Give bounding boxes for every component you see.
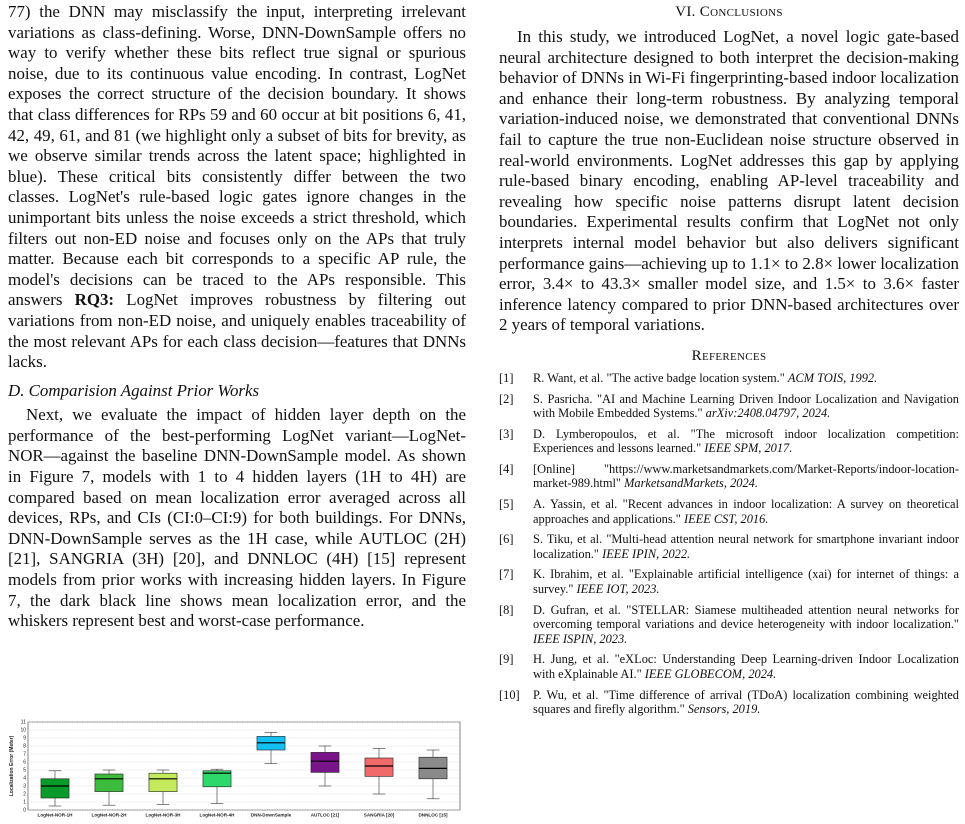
reference-list — [499, 371, 959, 717]
conclusion-paragraph: In this study, we introduced LogNet, a novel logic gate-based neural architecture designed to both interpret the decision-making behavior of DNNs in Wi-Fi fingerprinting-based indoor localization and enhance their long-term robustness. By analyzing temporal variation-induced noise, we demonstrated that conventional DNNs fail to capture the true non-Euclidean noise structure observed in real-world environments. LogNet addresses this gap by applying rule-based binary encoding, enabling AP-level traceability and revealing how specific noise patterns disrupt latent decision boundaries. Experimental results confirm that LogNet not only interprets internal model behavior but also delivers significant performance gains—achieving up to 1.1× to 2.8× lower localization error, 3.4× to 43.3× smaller model size, and 1.5× to 3.6× faster inference latency compared to prior DNN-based architectures over 2 years of temporal variations. — [499, 27, 959, 335]
y-tick-label: 9 — [23, 735, 26, 742]
heading-rest: onclusions — [710, 4, 783, 20]
reference-item — [499, 688, 959, 717]
reference-number: [7] — [499, 567, 514, 582]
reference-text: S. Tiku, et al. "Multi-head attention neural network for smartphone invariant indoor localization." — [533, 532, 959, 561]
heading-number: VI. — [675, 4, 700, 20]
category-label: DNN-DownSample — [250, 812, 292, 818]
category-label: DNNLOC [15] — [418, 812, 448, 818]
reference-body — [533, 497, 959, 526]
category-label: LogNet-NOR-2H — [91, 812, 127, 818]
y-tick-label: 1 — [23, 799, 26, 806]
category-label: SANGRIA [20] — [363, 812, 395, 818]
y-tick-label: 4 — [23, 775, 26, 782]
reference-number: [5] — [499, 497, 514, 512]
reference-item — [499, 371, 959, 386]
reference-venue: ACM TOIS, 1992. — [787, 370, 878, 385]
research-question-label: RQ3: — [74, 290, 115, 310]
reference-number: [1] — [499, 370, 514, 385]
y-tick-label: 3 — [23, 783, 26, 790]
reference-body — [533, 462, 959, 491]
reference-venue: MarketsandMarkets, 2024. — [624, 476, 758, 491]
body-paragraph-continued — [8, 2, 466, 373]
reference-text: P. Wu, et al. "Time difference of arrival (TDoA) localization combining weighted squares and firefly algorithm." — [533, 687, 959, 717]
category-label: LogNet-NOR-1H — [37, 812, 73, 818]
reference-venue: IEEE IPIN, 2022. — [602, 546, 691, 561]
y-tick-label: 5 — [23, 767, 26, 774]
y-tick-label: 6 — [23, 759, 26, 766]
body-paragraph-comparison: Next, we evaluate the impact of hidden layer depth on the performance of the best-performing LogNet variant—LogNet-NOR—against the baseline DNN-DownSample model. As shown in Figure 7, models with 1 to 4 hidden layers (1H to 4H) are compared based on mean localization error averaged across all devices, RPs, and CIs (CI:0–CI:9) for both buildings. For DNNs, DNN-DownSample serves as the 1H case, while AUTLOC (2H) [21], SANGRIA (3H) [20], and DNNLOC (4H) [15] represent models from prior works with increasing hidden layers. In Figure 7, the dark black line shows mean localization error, and the whiskers represent best and worst-case performance. — [8, 405, 466, 631]
y-tick-label: 2 — [23, 791, 26, 798]
figure-7-boxplot — [4, 718, 466, 822]
box-6 — [365, 758, 393, 776]
heading-first-letter: C — [699, 4, 711, 20]
y-tick-label: 7 — [23, 751, 26, 758]
reference-venue: IEEE SPM, 2017. — [704, 441, 793, 456]
reference-body — [533, 392, 959, 421]
boxplot-chart — [4, 718, 466, 822]
reference-venue: IEEE CST, 2016. — [683, 511, 769, 526]
reference-number: [10] — [499, 687, 520, 702]
box-2 — [149, 773, 177, 791]
reference-item — [499, 427, 959, 456]
box-5 — [311, 752, 339, 772]
reference-item — [499, 603, 959, 647]
reference-text: R. Want, et al. "The active badge location system." — [533, 370, 788, 385]
category-label: LogNet-NOR-4H — [199, 812, 235, 818]
reference-text: S. Pasricha. "AI and Machine Learning Driven Indoor Localization and Navigation with Mobile Embedded Systems." — [533, 391, 959, 421]
reference-body — [533, 567, 959, 596]
reference-venue: arXiv:2408.04797, 2024. — [705, 406, 831, 421]
section-heading-d: D. Comparision Against Prior Works — [8, 380, 260, 400]
reference-body — [533, 603, 959, 647]
paragraph-text: 77) the DNN may misclassify the input, interpreting irrelevant variations as class-defining. Worse, DNN-DownSample offers no way to verify whether these bits reflect true signal or spurious noise, due to its continuous value encoding. In contrast, LogNet exposes the correct structure of the decision boundary. It shows that class differences for RPs 59 and 60 occur at bit positions 6, 41, 42, 49, 61, and 81 (we highlight only a subset of bits for brevity, as we observe similar trends across the latent space; highlighted in blue). These critical bits consistently differ between the two classes. LogNet's rule-based logic gates ignore changes in the unimportant bits unless the noise exceeds a strict threshold, which filters out non-ED noise and focuses only on the APs that truly matter. Because each bit corresponds to a specific AP rule, the model's decisions can be traced to the APs responsible. This answers — [8, 2, 466, 310]
y-tick-label: 8 — [23, 743, 26, 750]
reference-item — [499, 567, 959, 596]
left-column — [8, 2, 466, 632]
y-axis-title: Localization Error (Meter) — [9, 735, 15, 797]
reference-venue: Sensors, 2019. — [687, 702, 761, 717]
reference-number: [4] — [499, 461, 514, 476]
box-1 — [95, 774, 123, 792]
y-tick-label: 0 — [23, 807, 26, 814]
reference-number: [9] — [499, 652, 514, 667]
category-label: AUTLOC [21] — [310, 812, 340, 818]
heading-first-letter: R — [691, 347, 702, 364]
reference-item — [499, 652, 959, 681]
reference-text: H. Jung, et al. "eXLoc: Understanding Deep Learning-driven Indoor Localization with eXplainable AI." — [533, 652, 959, 681]
reference-body — [533, 427, 959, 456]
reference-text: K. Ibrahim, et al. "Explainable artificial intelligence (xai) for internet of things: a survey." — [533, 567, 959, 597]
reference-item — [499, 462, 959, 491]
reference-item — [499, 497, 959, 526]
reference-venue: IEEE GLOBECOM, 2024. — [644, 667, 777, 681]
reference-venue: IEEE IOT, 2023. — [576, 582, 660, 597]
heading-rest: eferences — [701, 347, 767, 364]
reference-text: D. Gufran, et al. "STELLAR: Siamese multiheaded attention neural networks for overcoming temporal variations and device heterogeneity with indoor localization." — [533, 602, 959, 632]
reference-body — [533, 371, 959, 386]
reference-body — [533, 652, 959, 681]
reference-number: [6] — [499, 532, 514, 547]
paragraph-text: LogNet improves robustness by filtering out variations from non-ED noise, and uniquely enables traceability of the most relevant APs for each class decision—features that DNNs lacks. — [8, 290, 466, 372]
reference-item — [499, 532, 959, 561]
plot-frame — [28, 722, 460, 810]
category-label: LogNet-NOR-3H — [145, 812, 181, 818]
reference-venue: IEEE ISPIN, 2023. — [533, 631, 628, 646]
reference-item — [499, 392, 959, 421]
y-tick-label: 11 — [20, 719, 26, 726]
box-0 — [41, 779, 69, 798]
reference-number: [3] — [499, 426, 514, 441]
reference-number: [2] — [499, 391, 514, 406]
section-heading-conclusions — [499, 4, 959, 21]
reference-text: [Online] "https://www.marketsandmarkets.com/Market-Reports/indoor-location-market-989.html" — [533, 461, 959, 491]
reference-body — [533, 688, 959, 717]
section-heading-references — [499, 348, 959, 365]
reference-body — [533, 532, 959, 561]
reference-text: D. Lymberopoulos, et al. "The microsoft indoor localization competition: Experiences and lessons learned." — [533, 426, 959, 456]
reference-number: [8] — [499, 602, 514, 617]
y-tick-label: 10 — [20, 727, 26, 734]
reference-text: A. Yassin, et al. "Recent advances in indoor localization: A survey on theoretical approaches and applications." — [533, 497, 959, 526]
right-column — [499, 2, 959, 723]
